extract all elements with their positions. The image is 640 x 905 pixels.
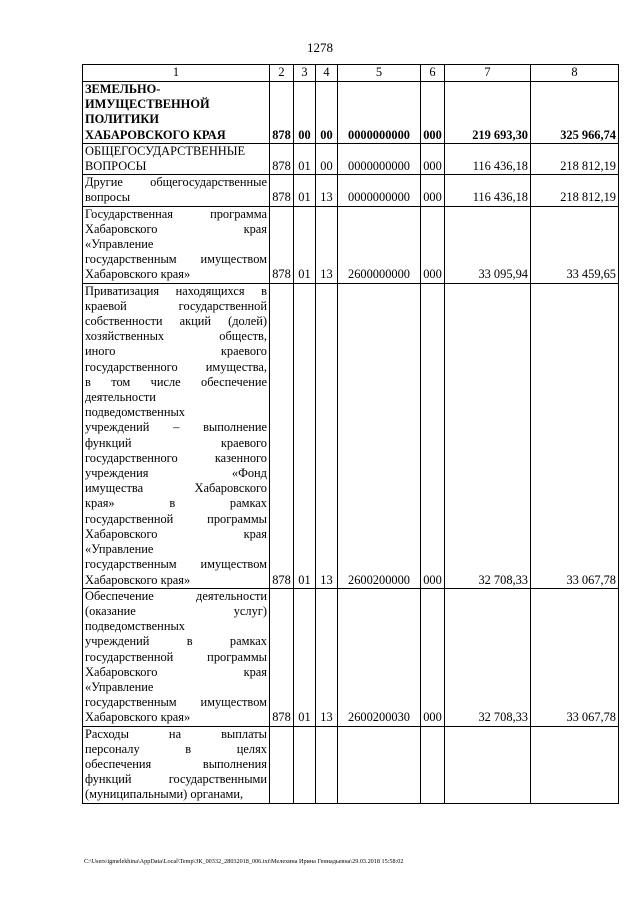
item-name-line: функций краевого [85, 435, 267, 450]
subsection-code-cell: 13 [316, 175, 338, 206]
subsection-code-cell: 00 [316, 82, 338, 144]
item-name-line: Хабаровского края [85, 221, 267, 236]
item-name-line: Приватизация находящихся в [85, 283, 267, 298]
target-article-cell [338, 726, 421, 803]
item-name-line: государственной программы [85, 649, 267, 664]
item-name-line: края» в рамках [85, 496, 267, 511]
section-code-cell: 00 [294, 82, 316, 144]
item-name-line: учреждений в рамках [85, 634, 267, 649]
expense-type-cell [421, 726, 445, 803]
item-name-line: государственного имущества, [85, 359, 267, 374]
item-name-line: имущества Хабаровского [85, 481, 267, 496]
target-article-cell: 0000000000 [338, 82, 421, 144]
expense-type-cell: 000 [421, 82, 445, 144]
expense-type-cell: 000 [421, 283, 445, 588]
amount-year-2-cell: 33 459,65 [531, 206, 619, 283]
column-header: 4 [316, 65, 338, 82]
item-name-line: государственным имуществом [85, 252, 267, 267]
item-name-line: «Управление [85, 542, 154, 557]
budget-table [82, 64, 619, 804]
column-header: 2 [270, 65, 294, 82]
column-header: 3 [294, 65, 316, 82]
expense-type-cell: 000 [421, 206, 445, 283]
item-name-line: ВОПРОСЫ [85, 159, 147, 174]
amount-year-2-cell: 218 812,19 [531, 175, 619, 206]
item-name-line: (муниципальными) органами, [85, 787, 244, 802]
subsection-code-cell: 13 [316, 283, 338, 588]
target-article-cell: 2600000000 [338, 206, 421, 283]
item-name-cell [83, 82, 270, 144]
ministry-code-cell [270, 726, 294, 803]
item-name-line: ОБЩЕГОСУДАРСТВЕННЫЕ [85, 143, 246, 158]
target-article-cell: 0000000000 [338, 143, 421, 174]
item-name-line: учреждений – выполнение [85, 420, 267, 435]
item-name-line: ХАБАРОВСКОГО КРАЯ [85, 127, 226, 142]
expense-type-cell: 000 [421, 143, 445, 174]
table-row [83, 175, 619, 206]
item-name-line: подведомственных [85, 405, 185, 420]
ministry-code-cell: 878 [270, 206, 294, 283]
item-name-line: «Управление [85, 237, 154, 252]
item-name-cell [83, 206, 270, 283]
item-name-line: собственности акций (долей) [85, 314, 267, 329]
item-name-line: Хабаровского края» [85, 572, 191, 587]
amount-year-2-cell: 33 067,78 [531, 588, 619, 726]
item-name-line: Государственная программа [85, 206, 267, 221]
section-code-cell: 01 [294, 143, 316, 174]
item-name-line: персоналу в целях [85, 741, 267, 756]
item-name-line: краевой государственной [85, 298, 267, 313]
section-code-cell: 01 [294, 283, 316, 588]
column-header: 8 [531, 65, 619, 82]
amount-year-2-cell: 218 812,19 [531, 143, 619, 174]
item-name-line: (оказание услуг) [85, 603, 267, 618]
ministry-code-cell: 878 [270, 588, 294, 726]
column-number-row [83, 65, 619, 82]
item-name-cell [83, 726, 270, 803]
file-path-footer: C:\Users\igmelekhina\AppData\Local\Temp\ЗК_00332_28032018_006.txt\Мелехина Ирина Геннадьевна\29.03.2018 15:58:02 [84, 858, 404, 865]
table-body [83, 65, 619, 804]
item-name-cell [83, 283, 270, 588]
item-name-line: Обеспечение деятельности [85, 588, 267, 603]
column-header: 7 [445, 65, 531, 82]
column-header: 1 [83, 65, 270, 82]
expense-type-cell: 000 [421, 588, 445, 726]
subsection-code-cell: 00 [316, 143, 338, 174]
item-name-line: государственного казенного [85, 450, 267, 465]
table-row [83, 726, 619, 803]
ministry-code-cell: 878 [270, 283, 294, 588]
expense-type-cell: 000 [421, 175, 445, 206]
target-article-cell: 0000000000 [338, 175, 421, 206]
item-name-line: обеспечения выполнения [85, 756, 267, 771]
table-row [83, 206, 619, 283]
ministry-code-cell: 878 [270, 143, 294, 174]
item-name-cell [83, 175, 270, 206]
column-header: 5 [338, 65, 421, 82]
amount-year-1-cell: 32 708,33 [445, 283, 531, 588]
item-name-line: хозяйственных обществ, [85, 329, 267, 344]
item-name-line: ЗЕМЕЛЬНО- [85, 82, 161, 96]
item-name-line: Хабаровского края [85, 664, 267, 679]
table-row [83, 588, 619, 726]
amount-year-1-cell: 32 708,33 [445, 588, 531, 726]
table-row [83, 283, 619, 588]
item-name-cell [83, 588, 270, 726]
item-name-line: государственным имуществом [85, 695, 267, 710]
amount-year-1-cell [445, 726, 531, 803]
item-name-line: Хабаровского края [85, 526, 267, 541]
amount-year-2-cell [531, 726, 619, 803]
item-name-line: государственным имуществом [85, 557, 267, 572]
item-name-line: учреждения «Фонд [85, 466, 267, 481]
section-code-cell: 01 [294, 588, 316, 726]
item-name-line: в том числе обеспечение [85, 374, 267, 389]
section-code-cell: 01 [294, 175, 316, 206]
item-name-line: Другие общегосударственные [85, 175, 267, 190]
item-name-line: иного краевого [85, 344, 267, 359]
table-row [83, 143, 619, 174]
item-name-line: Расходы на выплаты [85, 726, 267, 741]
amount-year-1-cell: 219 693,30 [445, 82, 531, 144]
section-code-cell: 01 [294, 206, 316, 283]
subsection-code-cell [316, 726, 338, 803]
page-number: 1278 [307, 40, 333, 55]
section-code-cell [294, 726, 316, 803]
item-name-line: функций государственными [85, 772, 267, 787]
table-row [83, 82, 619, 144]
item-name-line: ИМУЩЕСТВЕННОЙ [85, 97, 210, 112]
amount-year-2-cell: 325 966,74 [531, 82, 619, 144]
subsection-code-cell: 13 [316, 588, 338, 726]
amount-year-1-cell: 116 436,18 [445, 143, 531, 174]
item-name-line: деятельности [85, 390, 156, 405]
item-name-line: Хабаровского края» [85, 710, 191, 725]
item-name-line: «Управление [85, 679, 154, 694]
target-article-cell: 2600200030 [338, 588, 421, 726]
ministry-code-cell: 878 [270, 82, 294, 144]
item-name-line: Хабаровского края» [85, 267, 191, 282]
item-name-line: ПОЛИТИКИ [85, 112, 160, 127]
amount-year-1-cell: 33 095,94 [445, 206, 531, 283]
target-article-cell: 2600200000 [338, 283, 421, 588]
item-name-line: вопросы [85, 190, 131, 205]
item-name-line: подведомственных [85, 619, 185, 634]
amount-year-2-cell: 33 067,78 [531, 283, 619, 588]
amount-year-1-cell: 116 436,18 [445, 175, 531, 206]
subsection-code-cell: 13 [316, 206, 338, 283]
column-header: 6 [421, 65, 445, 82]
item-name-cell [83, 143, 270, 174]
item-name-line: государственной программы [85, 511, 267, 526]
ministry-code-cell: 878 [270, 175, 294, 206]
